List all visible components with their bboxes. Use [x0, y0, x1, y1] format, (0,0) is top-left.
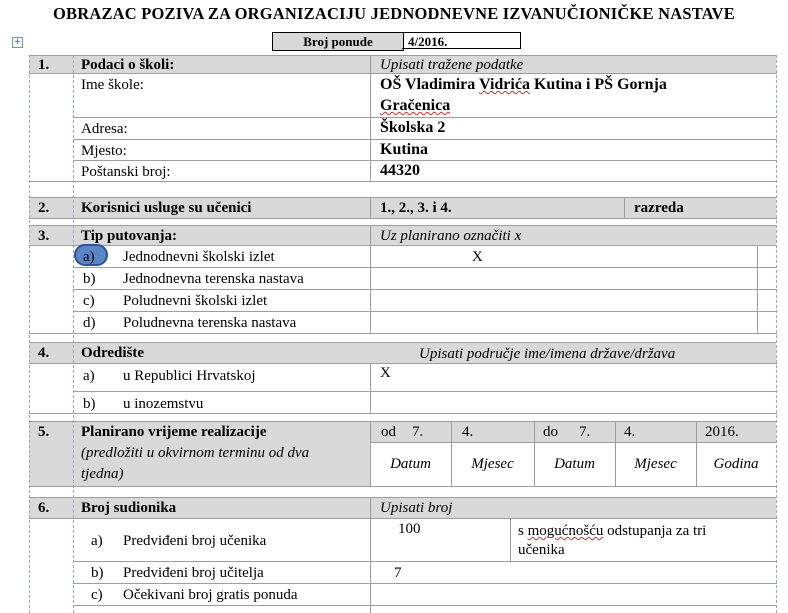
- trip-option-a-label: Jednodnevni školski izlet: [123, 249, 275, 265]
- grid-line: [73, 311, 777, 312]
- grid-line: [451, 421, 452, 487]
- trip-option-d-label: Poludnevna terenska nastava: [123, 315, 297, 331]
- section-2-title: Korisnici usluge su učenici: [81, 200, 252, 216]
- participants-a-letter: a): [91, 533, 103, 549]
- trip-option-a-letter: a): [83, 249, 95, 265]
- participants-a-label: Predviđeni broj učenika: [123, 533, 267, 549]
- table-move-handle-icon[interactable]: +: [13, 37, 22, 47]
- address-label: Adresa:: [81, 121, 128, 137]
- grid-line: [534, 421, 535, 487]
- date-from-day[interactable]: 7.: [412, 424, 424, 440]
- section-5-subtitle-line1: (predložiti u okvirnom terminu od dva: [81, 445, 310, 461]
- grid-line: [370, 497, 371, 613]
- grid-line: [73, 160, 777, 161]
- participants-b-letter: b): [91, 565, 104, 581]
- grid-line: [29, 497, 777, 498]
- students-count-value[interactable]: 100: [398, 521, 421, 537]
- section-3-hint: Uz planirano označiti x: [380, 228, 522, 244]
- offer-number-label: Broj ponude: [272, 32, 404, 51]
- grid-line: [29, 245, 777, 246]
- section-6-number: 6.: [38, 500, 50, 516]
- school-name-label: Ime škole:: [81, 77, 144, 93]
- month-col-label: Mjesec: [471, 456, 514, 472]
- section-3-title: Tip putovanja:: [81, 228, 178, 244]
- grid-line: [29, 413, 777, 414]
- grid-line: [73, 391, 777, 392]
- section-3-number: 3.: [38, 228, 50, 244]
- grid-line: [29, 486, 777, 487]
- date-from-prefix: od: [381, 424, 396, 440]
- teachers-count-value[interactable]: 7: [394, 565, 402, 581]
- grid-line: [29, 518, 777, 519]
- address-value[interactable]: Školska 2: [380, 119, 446, 136]
- grid-line: [29, 333, 777, 334]
- grid-line: [370, 225, 371, 334]
- month-col-label: Mjesec: [634, 456, 677, 472]
- date-to-day[interactable]: 7.: [579, 424, 591, 440]
- section-4-number: 4.: [38, 345, 50, 361]
- grid-line: [615, 421, 616, 487]
- grades-value[interactable]: 1., 2., 3. i 4.: [380, 200, 452, 216]
- trip-option-c-letter: c): [83, 293, 95, 309]
- students-count-note-line1: s mogućnošću odstupanja za tri: [518, 523, 707, 539]
- trip-option-d-letter: d): [83, 315, 96, 331]
- grid-line: [370, 55, 371, 182]
- destination-a-mark[interactable]: X: [380, 365, 391, 381]
- school-name-value-line2[interactable]: Gračenica: [380, 97, 451, 114]
- grid-line: [370, 197, 371, 219]
- postal-code-label: Poštanski broj:: [81, 164, 171, 180]
- offer-number-value[interactable]: 4/2016.: [402, 32, 521, 49]
- trip-option-a-mark[interactable]: X: [472, 249, 483, 265]
- grid-line: [510, 518, 511, 562]
- destination-a-letter: a): [83, 368, 95, 384]
- form-title: OBRAZAC POZIVA ZA ORGANIZACIJU JEDNODNEVNE IZVANUČIONIČKE NASTAVE: [53, 4, 735, 23]
- destination-b-label: u inozemstvu: [123, 396, 204, 412]
- section-1-hint: Upisati tražene podatke: [380, 57, 524, 73]
- grid-line: [29, 181, 777, 182]
- date-from-month[interactable]: 4.: [462, 424, 474, 440]
- trip-option-b-label: Jednodnevna terenska nastava: [123, 271, 304, 287]
- year-col-label: Godina: [713, 456, 759, 472]
- grid-line: [370, 363, 371, 414]
- grid-line: [696, 421, 697, 487]
- grid-line: [29, 363, 777, 364]
- section-4-hint: Upisati područje ime/imena države/država: [419, 346, 676, 362]
- section-1-number: 1.: [38, 57, 50, 73]
- participants-c-label: Očekivani broj gratis ponuda: [123, 587, 298, 603]
- grid-line: [29, 197, 777, 198]
- grid-line: [29, 225, 777, 226]
- date-col-label: Datum: [554, 456, 595, 472]
- trip-option-c-label: Poludnevni školski izlet: [123, 293, 268, 309]
- grid-line: [29, 421, 777, 422]
- participants-c-letter: c): [91, 587, 103, 603]
- date-to-month[interactable]: 4.: [624, 424, 636, 440]
- grid-line: [73, 267, 777, 268]
- trip-option-b-letter: b): [83, 271, 96, 287]
- section-5-title: Planirano vrijeme realizacije: [81, 424, 267, 440]
- grid-line: [370, 421, 371, 487]
- date-to-prefix: do: [543, 424, 558, 440]
- section-6-title: Broj sudionika: [81, 500, 177, 516]
- date-year[interactable]: 2016.: [705, 424, 739, 440]
- grid-line: [370, 442, 777, 443]
- grid-line: [73, 561, 777, 562]
- grid-line: [29, 218, 777, 219]
- table-left-border: [29, 55, 30, 613]
- section-5-subtitle-line2: tjedna): [81, 466, 124, 482]
- city-label: Mjesto:: [81, 143, 127, 159]
- grid-line: [624, 197, 625, 219]
- grid-line: [29, 342, 777, 343]
- participants-b-label: Predviđeni broj učitelja: [123, 565, 264, 581]
- date-col-label: Datum: [390, 456, 431, 472]
- section-6-hint: Upisati broj: [380, 500, 453, 516]
- grid-line: [73, 583, 777, 584]
- grid-line: [73, 139, 777, 140]
- destination-b-letter: b): [83, 396, 96, 412]
- section-4-title: Odredište: [81, 345, 145, 361]
- section-2-number: 2.: [38, 200, 50, 216]
- grades-suffix: razreda: [634, 200, 684, 216]
- school-name-value[interactable]: OŠ Vladimira Vidrića Kutina i PŠ Gornja: [380, 76, 667, 93]
- grid-line: [73, 605, 777, 606]
- postal-code-value[interactable]: 44320: [380, 162, 420, 179]
- section-1-title: Podaci o školi:: [81, 57, 175, 73]
- city-value[interactable]: Kutina: [380, 141, 429, 158]
- grid-line: [73, 117, 777, 118]
- students-count-note-line2: učenika: [518, 542, 565, 558]
- grid-line: [73, 289, 777, 290]
- destination-a-label: u Republici Hrvatskoj: [123, 368, 256, 384]
- grid-line: [757, 245, 758, 334]
- section-5-number: 5.: [38, 424, 50, 440]
